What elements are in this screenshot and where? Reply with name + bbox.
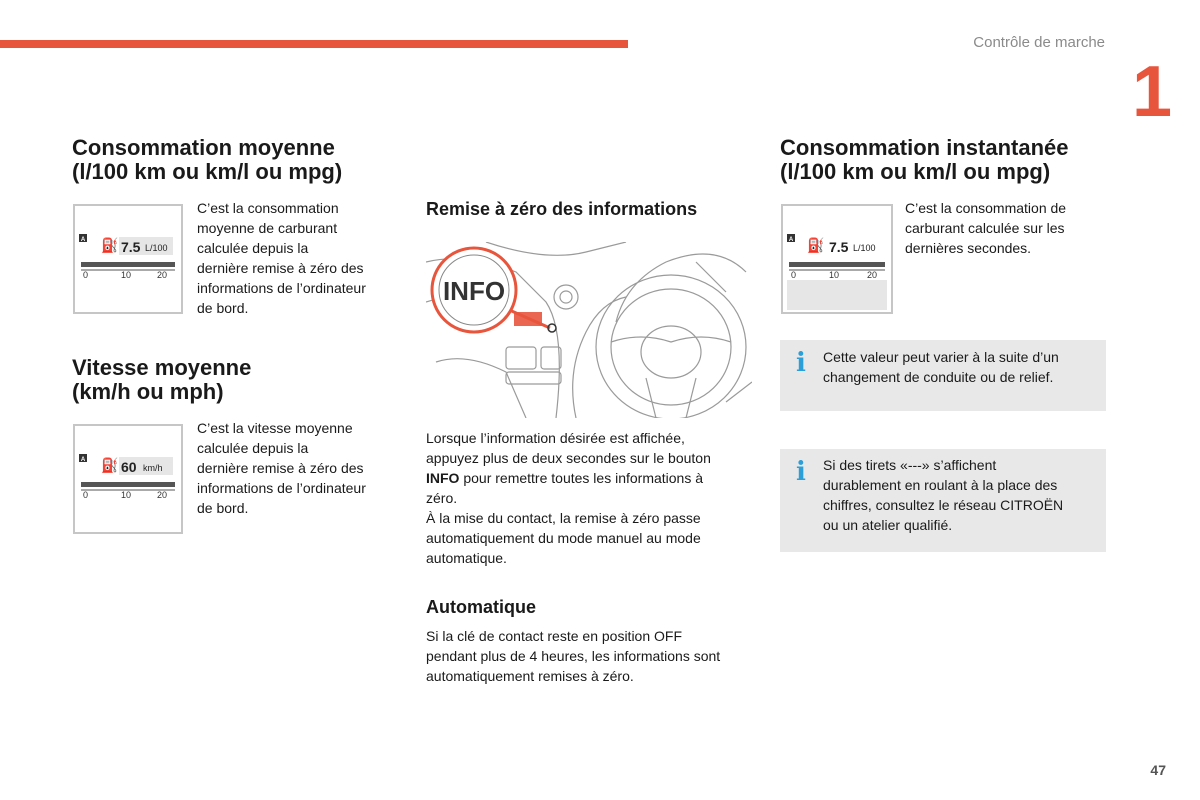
automatic-text: Si la clé de contact reste en position OFF pendant plus de 4 heures, les informations sont automatiquement remises à zéro.: [426, 628, 721, 684]
svg-text:20: 20: [157, 490, 168, 500]
display-unit: L/100: [853, 243, 876, 253]
svg-text:A: A: [80, 457, 86, 463]
fuel-icon: ⛽: [807, 238, 825, 254]
svg-text:10: 10: [121, 270, 132, 280]
display-unit: km/h: [143, 463, 163, 473]
svg-text:A: A: [788, 237, 794, 243]
svg-text:0: 0: [83, 270, 89, 280]
svg-text:0: 0: [791, 270, 797, 280]
display-unit: L/100: [145, 243, 168, 253]
header-accent-bar: [0, 40, 628, 48]
reset-text: Lorsque l’information désirée est affichée, appuyez plus de deux secondes sur le bouton INFO pour remettre toutes les informations à zéro. À la mise du contact, la remise à zéro passe automatiquement du mode manuel au mode automatique.: [426, 430, 711, 566]
instant-consumption-title: Consommation instantanée (l/100 km ou km/l ou mpg): [780, 135, 1069, 184]
info-button-illustration: [426, 242, 752, 418]
speed-icon: ⛽: [101, 458, 119, 474]
instant-consumption-text: C’est la consommation de carburant calculée sur les dernières secondes.: [905, 200, 1067, 256]
fuel-icon: ⛽: [101, 238, 119, 254]
svg-text:20: 20: [867, 270, 878, 280]
info-icon: i: [796, 348, 806, 378]
avg-speed-display: [73, 424, 183, 534]
info-box-variation: [780, 340, 1106, 411]
avg-speed-title: Vitesse moyenne (km/h ou mph): [72, 355, 252, 404]
automatic-title: Automatique: [426, 597, 536, 617]
info-box-variation-text: Cette valeur peut varier à la suite d’un changement de conduite ou de relief.: [823, 349, 1059, 385]
section-title: Contrôle de marche: [973, 34, 1105, 51]
svg-text:10: 10: [121, 490, 132, 500]
avg-consumption-title: Consommation moyenne (l/100 km ou km/l ou mpg): [72, 135, 343, 184]
info-bold-word: INFO: [426, 470, 460, 486]
page-number: 47: [1150, 762, 1166, 778]
info-box-dashes: [780, 449, 1106, 552]
info-icon: i: [796, 457, 806, 487]
svg-text:A: A: [80, 237, 86, 243]
reset-title: Remise à zéro des informations: [426, 199, 698, 219]
chapter-number: 1: [1132, 52, 1173, 132]
avg-consumption-text: C’est la consommation moyenne de carburant calculée depuis la dernière remise à zéro des informations de l’ordinateur de bord.: [197, 200, 366, 316]
svg-text:10: 10: [829, 270, 840, 280]
avg-speed-text: C’est la vitesse moyenne calculée depuis la dernière remise à zéro des informations de l’ordinateur de bord.: [197, 420, 366, 516]
svg-text:0: 0: [83, 490, 89, 500]
info-box-dashes-text: Si des tirets «---» s’affichent durablement en roulant à la place des chiffres, consultez le réseau CITROËN ou un atelier qualifié.: [823, 457, 1064, 533]
avg-consumption-display: [73, 204, 183, 314]
instant-consumption-display: [781, 204, 893, 314]
svg-text:20: 20: [157, 270, 168, 280]
display-value: 7.5: [121, 239, 141, 255]
display-value: 7.5: [829, 239, 849, 255]
info-button-label: INFO: [442, 276, 506, 306]
display-value: 60: [121, 459, 137, 475]
